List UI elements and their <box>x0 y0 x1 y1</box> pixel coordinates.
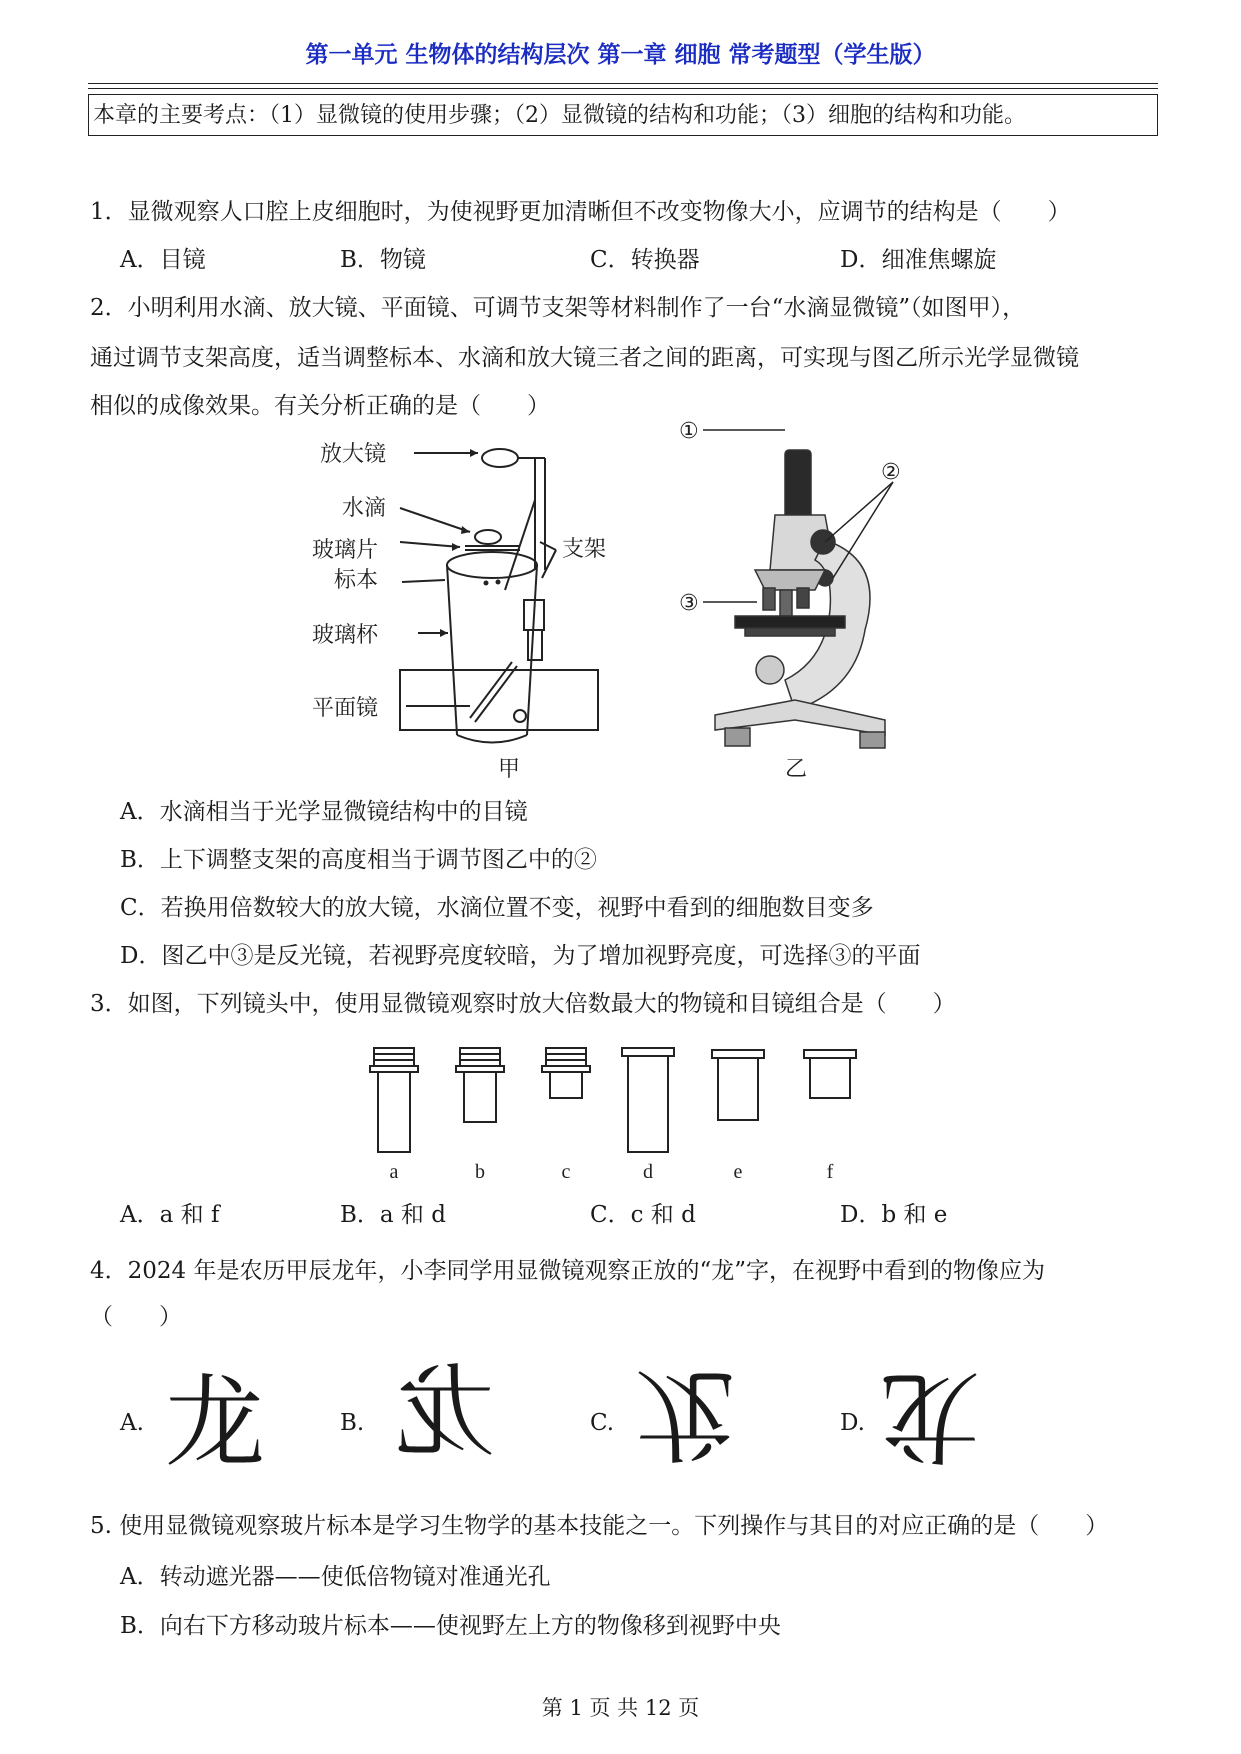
header-rule <box>88 83 1158 84</box>
marker-1: ① <box>679 419 699 444</box>
label-water-drop: 水滴 <box>342 496 387 521</box>
page-header-title: 第一单元 生物体的结构层次 第一章 细胞 常考题型（学生版） <box>305 42 936 68</box>
q4-option-b-label: B. <box>340 1410 365 1436</box>
lens-label-c: c <box>561 1161 571 1183</box>
q3-stem: 3．如图，下列镜头中，使用显微镜观察时放大倍数最大的物镜和目镜组合是（ ） <box>90 991 956 1017</box>
q1-option-a: A．目镜 <box>120 247 206 273</box>
q2-option-d: D．图乙中③是反光镜，若视野亮度较暗，为了增加视野亮度，可选择③的平面 <box>120 943 921 969</box>
q1-option-b: B．物镜 <box>340 247 426 273</box>
q4-stem-line-1: 4．2024 年是农历甲辰龙年，小李同学用显微镜观察正放的“龙”字，在视野中看到的物像应为 <box>90 1258 1045 1284</box>
q2-option-b: B．上下调整支架的高度相当于调节图乙中的② <box>120 847 597 873</box>
q4-char-a-upright: 龙 <box>165 1364 265 1481</box>
q1-option-d: D．细准焦螺旋 <box>840 247 997 273</box>
q1-stem: 1．显微观察人口腔上皮细胞时，为使视野更加清晰但不改变物像大小，应调节的结构是（ ） <box>90 199 1071 225</box>
q4-char-d-rotated: 龙 <box>880 1357 980 1474</box>
lens-label-d: d <box>643 1161 653 1183</box>
q4-option-d-label: D. <box>840 1410 865 1436</box>
figure-jia-caption: 甲 <box>498 757 521 782</box>
q2-stem-line-2: 通过调节支架高度，适当调整标本、水滴和放大镜三者之间的距离，可实现与图乙所示光学显微镜 <box>90 345 1079 371</box>
q4-option-c-label: C. <box>590 1410 615 1436</box>
q3-option-a: A．a 和 f <box>120 1202 220 1228</box>
q2-stem-line-3: 相似的成像效果。有关分析正确的是（ ） <box>90 393 550 419</box>
q5-option-a: A．转动遮光器——使低倍物镜对准通光孔 <box>120 1564 551 1590</box>
page-number: 第 1 页 共 12 页 <box>541 1696 700 1720</box>
q1-option-c: C．转换器 <box>590 247 700 273</box>
q4-option-a-label: A. <box>120 1410 144 1436</box>
q2-option-a: A．水滴相当于光学显微镜结构中的目镜 <box>120 799 528 825</box>
q4-stem-line-2: （ ） <box>90 1304 182 1330</box>
figure-yi-caption: 乙 <box>785 757 808 782</box>
label-glass-cup: 玻璃杯 <box>312 623 379 648</box>
q3-option-b: B．a 和 d <box>340 1202 446 1228</box>
q5-stem: 5. 使用显微镜观察玻片标本是学习生物学的基本技能之一。下列操作与其目的对应正确的是（ ） <box>90 1513 1109 1539</box>
label-glass-slide: 玻璃片 <box>312 538 379 563</box>
q2-option-c: C．若换用倍数较大的放大镜，水滴位置不变，视野中看到的细胞数目变多 <box>120 895 874 921</box>
marker-2: ② <box>881 460 901 485</box>
lens-label-e: e <box>733 1161 743 1183</box>
q3-option-c: C．c 和 d <box>590 1202 696 1228</box>
figure-jia-water-drop-microscope <box>312 430 650 785</box>
key-points-box: 本章的主要考点：（1）显微镜的使用步骤；（2）显微镜的结构和功能；（3）细胞的结构和功能。 <box>88 94 1158 136</box>
label-specimen: 标本 <box>334 568 379 593</box>
q2-stem-line-1: 2．小明利用水滴、放大镜、平面镜、可调节支架等材料制作了一台“水滴显微镜”（如图甲）， <box>90 295 1026 321</box>
lens-label-f: f <box>826 1161 834 1183</box>
q4-char-b-mirrored: 龙 <box>395 1354 495 1471</box>
lens-label-a: a <box>389 1161 399 1183</box>
lens-label-b: b <box>475 1161 485 1183</box>
q4-char-c-flipped: 龙 <box>635 1355 735 1472</box>
marker-3: ③ <box>679 591 699 616</box>
figure-lens-set <box>360 1040 880 1183</box>
figure-yi-optical-microscope <box>675 419 925 785</box>
label-plane-mirror: 平面镜 <box>312 696 379 721</box>
label-magnifier: 放大镜 <box>320 442 387 467</box>
header-rule <box>88 88 1158 89</box>
q5-option-b: B．向右下方移动玻片标本——使视野左上方的物像移到视野中央 <box>120 1613 781 1639</box>
q3-option-d: D．b 和 e <box>840 1202 948 1228</box>
label-stand: 支架 <box>562 537 607 562</box>
